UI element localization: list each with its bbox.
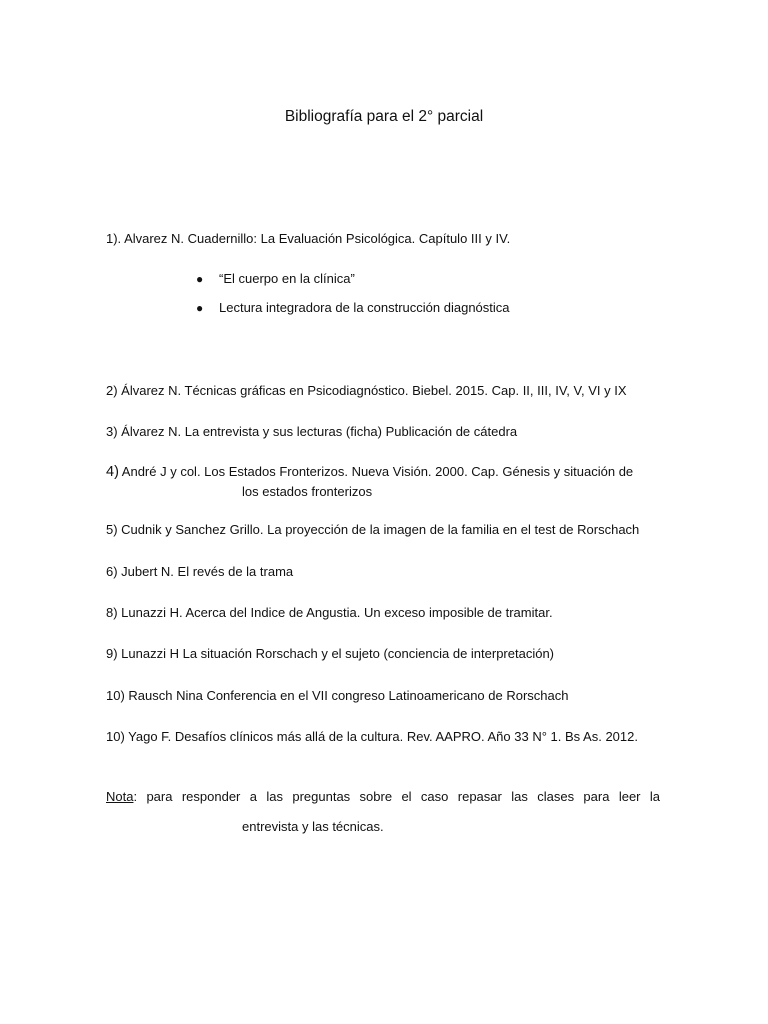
bullet-icon: ● bbox=[196, 272, 204, 286]
bibliography-item-2: 2) Álvarez N. Técnicas gráficas en Psicodiagnóstico. Biebel. 2015. Cap. II, III, IV, V, VI y IX bbox=[106, 383, 627, 398]
item-number: 4) bbox=[106, 464, 119, 480]
bibliography-item-4-continuation: los estados fronterizos bbox=[242, 484, 373, 499]
bibliography-item-10-rausch: 10) Rausch Nina Conferencia en el VII congreso Latinoamericano de Rorschach bbox=[106, 688, 569, 703]
bibliography-item-4 bbox=[106, 464, 633, 480]
bullet-text: Lectura integradora de la construcción diagnóstica bbox=[219, 300, 510, 315]
bibliography-item-10-yago: 10) Yago F. Desafíos clínicos más allá de la cultura. Rev. AAPRO. Año 33 N° 1. Bs As. 2012. bbox=[106, 729, 638, 744]
bibliography-item-9: 9) Lunazzi H La situación Rorschach y el sujeto (conciencia de interpretación) bbox=[106, 646, 555, 661]
bibliography-item-1: 1). Alvarez N. Cuadernillo: La Evaluación Psicológica. Capítulo III y IV. bbox=[106, 231, 511, 246]
bullet-item-1 bbox=[196, 271, 355, 286]
page-title: Bibliografía para el 2° parcial bbox=[284, 108, 484, 125]
note-label: Nota bbox=[106, 789, 134, 804]
bibliography-item-6: 6) Jubert N. El revés de la trama bbox=[106, 564, 294, 579]
note-continuation: entrevista y las técnicas. bbox=[242, 819, 384, 834]
note-paragraph bbox=[106, 789, 660, 804]
bullet-item-2 bbox=[196, 300, 510, 315]
bibliography-item-3: 3) Álvarez N. La entrevista y sus lecturas (ficha) Publicación de cátedra bbox=[106, 424, 518, 439]
bullet-text: “El cuerpo en la clínica” bbox=[219, 271, 355, 286]
bullet-icon: ● bbox=[196, 301, 204, 315]
item-text: André J y col. Los Estados Fronterizos. Nueva Visión. 2000. Cap. Génesis y situación de bbox=[118, 464, 634, 479]
bibliography-item-5: 5) Cudnik y Sanchez Grillo. La proyección de la imagen de la familia en el test de Rorschach bbox=[106, 522, 640, 537]
bibliography-item-8: 8) Lunazzi H. Acerca del Indice de Angustia. Un exceso imposible de tramitar. bbox=[106, 605, 553, 620]
note-text: : para responder a las preguntas sobre el caso repasar las clases para leer la bbox=[133, 789, 660, 804]
